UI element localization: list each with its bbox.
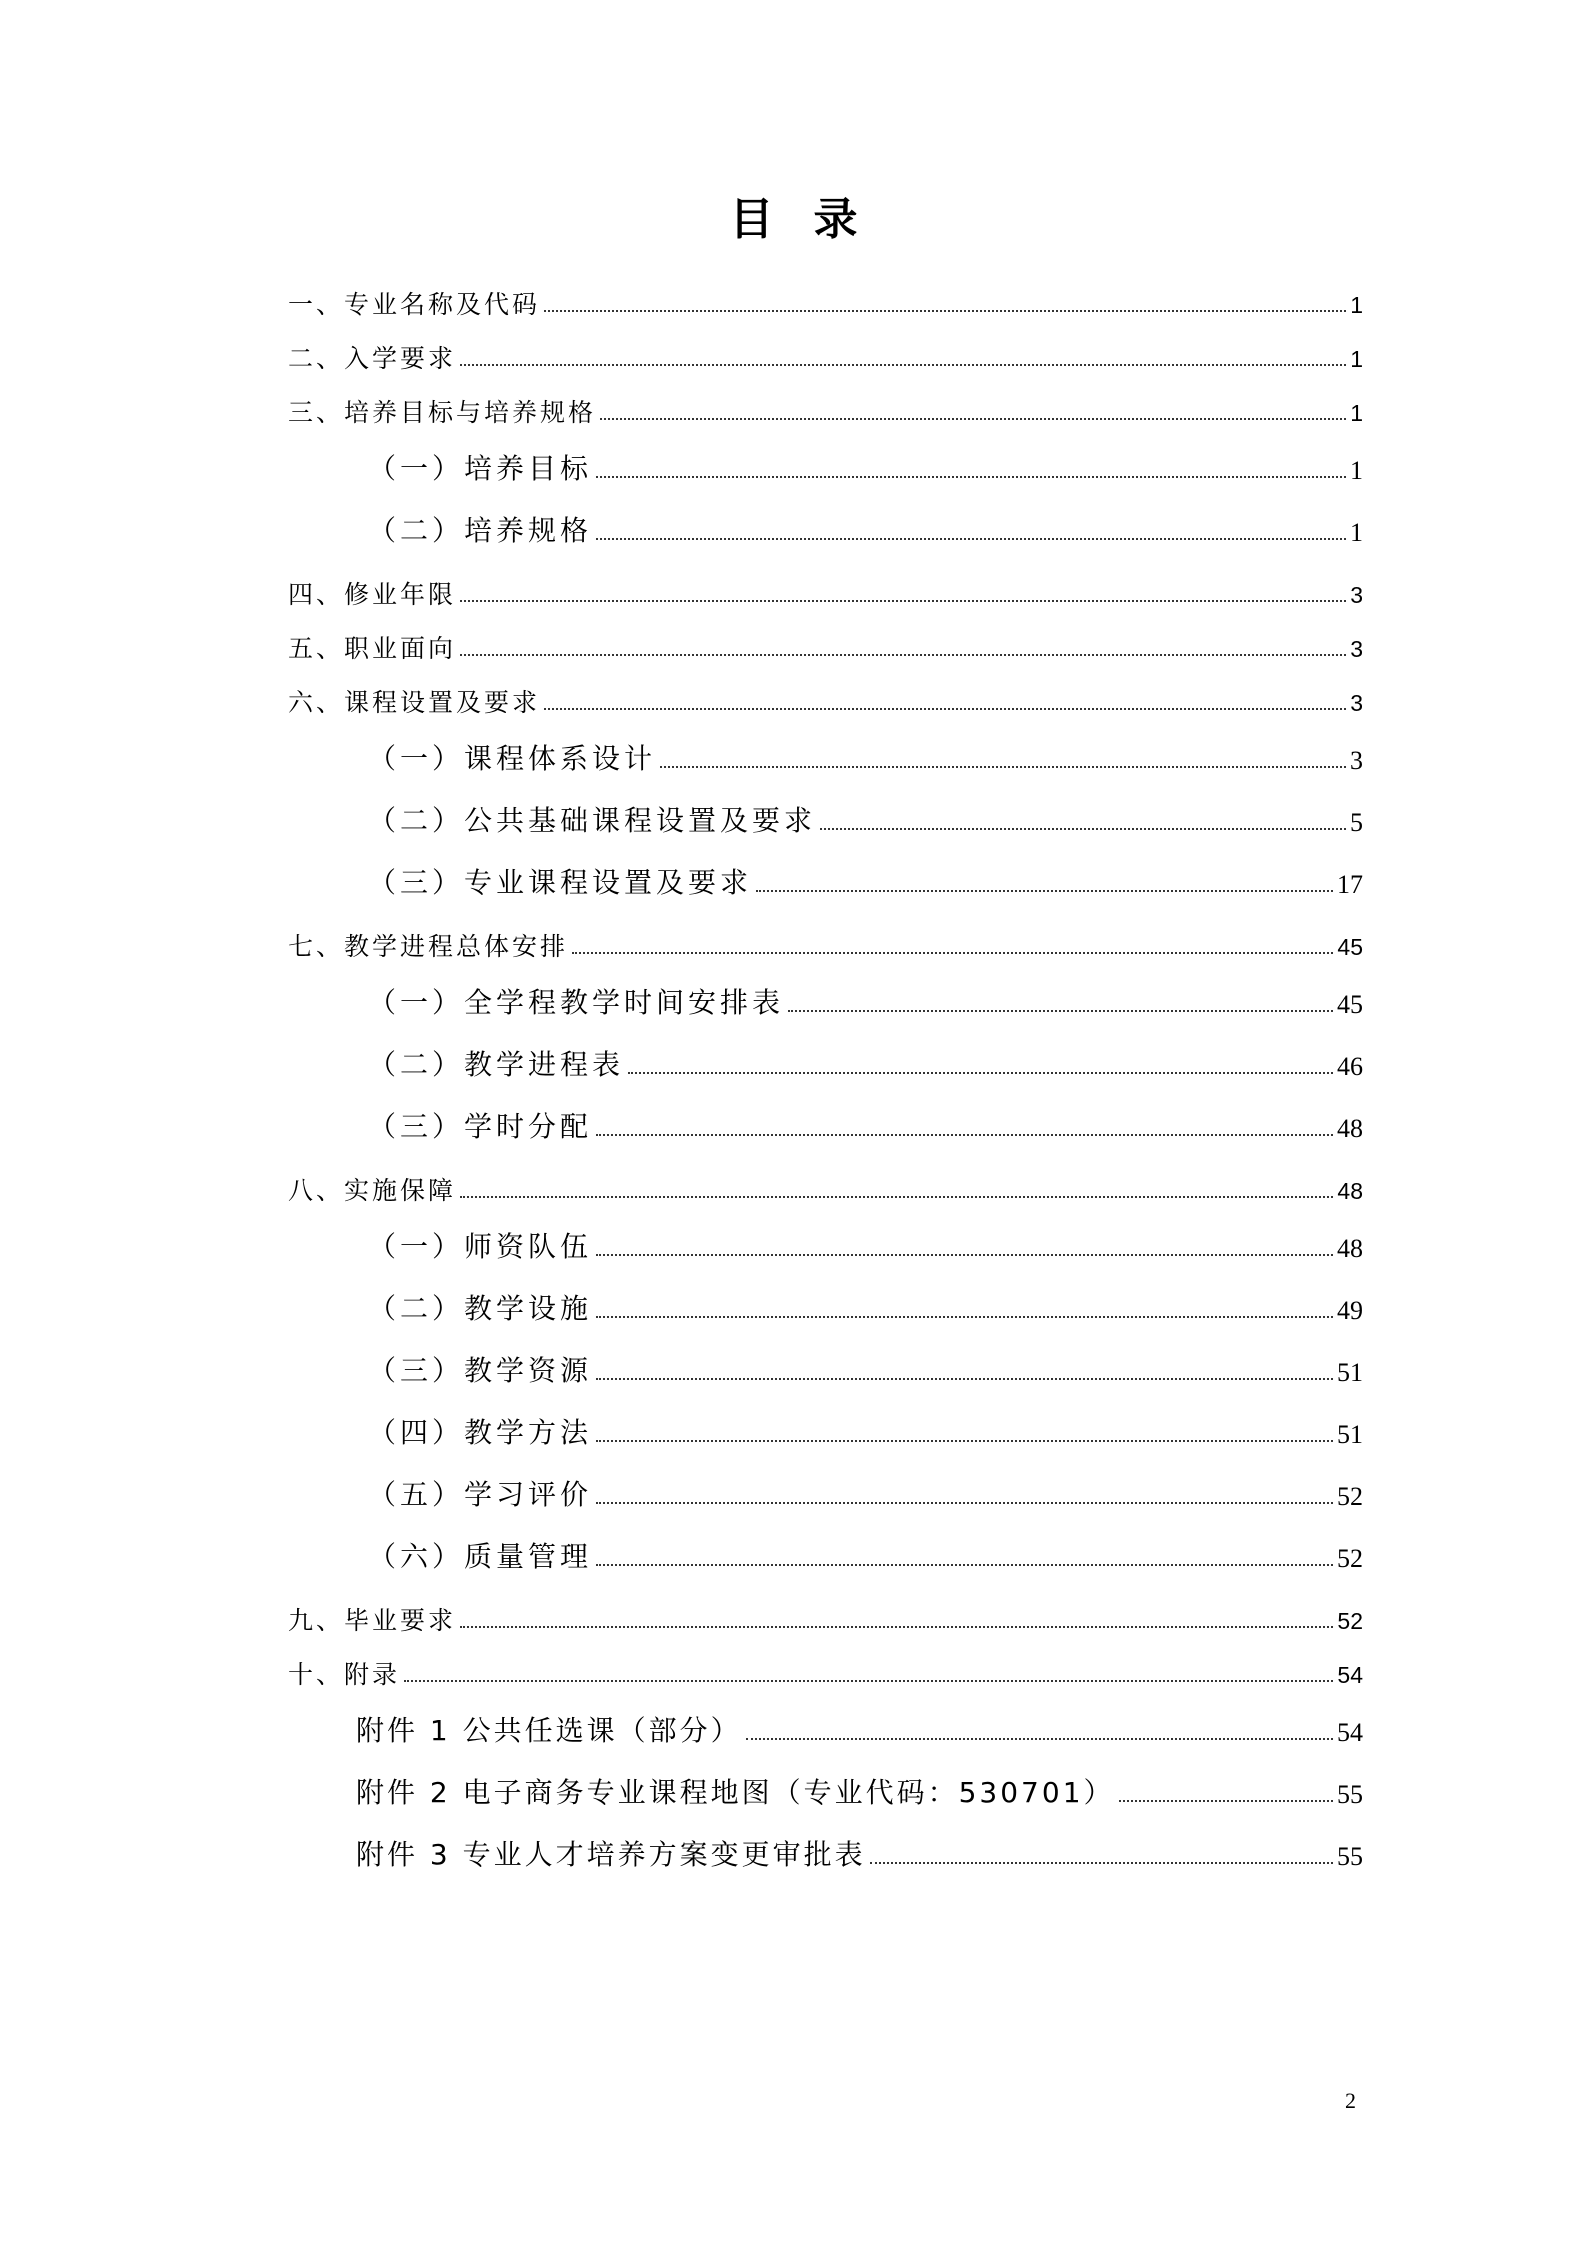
toc-dot-leader [596, 1502, 1333, 1504]
toc-entry[interactable] [288, 624, 1363, 664]
toc-dot-leader [628, 1072, 1333, 1074]
toc-entry-label: 五、职业面向 [288, 634, 457, 663]
toc-entry-label: （三）学时分配 [368, 1110, 593, 1144]
toc-entry-label: 七、教学进程总体安排 [288, 932, 569, 961]
toc-entry[interactable] [288, 1704, 1363, 1748]
toc-entry-page: 1 [1350, 346, 1363, 373]
toc-dot-leader [596, 1440, 1333, 1442]
toc-entry-page: 3 [1350, 745, 1363, 775]
toc-entry-label: （二）教学进程表 [368, 1048, 625, 1082]
toc-entry[interactable] [288, 856, 1363, 900]
toc-entry[interactable] [288, 1100, 1363, 1144]
toc-entry[interactable] [288, 442, 1363, 486]
toc-entry[interactable] [288, 280, 1363, 320]
toc-entry-page: 52 [1337, 1608, 1363, 1635]
toc-entry-label: （一）师资队伍 [368, 1230, 593, 1264]
toc-dot-leader [600, 418, 1346, 420]
toc-dot-leader [572, 952, 1333, 954]
toc-entry-label: 附件 2 电子商务专业课程地图（专业代码：530701） [356, 1776, 1115, 1810]
toc-entry-label: （二）教学设施 [368, 1292, 593, 1326]
toc-entry-page: 55 [1337, 1779, 1363, 1809]
toc-dot-leader [756, 890, 1333, 892]
toc-entry-page: 54 [1337, 1717, 1363, 1747]
toc-entry-page: 51 [1337, 1357, 1363, 1387]
toc-entry-label: （一）培养目标 [368, 452, 593, 486]
toc-entry[interactable] [288, 1220, 1363, 1264]
toc-dot-leader [596, 476, 1346, 478]
toc-dot-leader [1119, 1800, 1333, 1802]
toc-dot-leader [820, 828, 1346, 830]
toc-entry[interactable] [288, 1530, 1363, 1574]
toc-entry-page: 51 [1337, 1419, 1363, 1449]
toc-entry-page: 3 [1350, 636, 1363, 663]
toc-entry-label: 附件 1 公共任选课（部分） [356, 1714, 742, 1748]
toc-entry-label: （一）全学程教学时间安排表 [368, 986, 785, 1020]
toc-entry[interactable] [288, 922, 1363, 962]
toc-entry-label: （一）课程体系设计 [368, 742, 657, 776]
toc-dot-leader [404, 1680, 1333, 1682]
toc-entry-label: 一、专业名称及代码 [288, 290, 541, 319]
toc-entry[interactable] [288, 1038, 1363, 1082]
toc-entry-page: 52 [1337, 1543, 1363, 1573]
toc-entry-label: （五）学习评价 [368, 1478, 593, 1512]
toc-entry[interactable] [288, 1468, 1363, 1512]
toc-title: 目录 [729, 194, 898, 245]
toc-entry[interactable] [288, 1828, 1363, 1872]
toc-entry[interactable] [288, 1406, 1363, 1450]
toc-dot-leader [596, 538, 1346, 540]
toc-entry-page: 52 [1337, 1481, 1363, 1511]
toc-entry-page: 48 [1337, 1178, 1363, 1205]
toc-entry[interactable] [288, 1166, 1363, 1206]
toc-entry-page: 55 [1337, 1841, 1363, 1871]
toc-entry[interactable] [288, 504, 1363, 548]
toc-entry-page: 3 [1350, 582, 1363, 609]
toc-entry-page: 49 [1337, 1295, 1363, 1325]
toc-dot-leader [788, 1010, 1333, 1012]
toc-entry-page: 46 [1337, 1051, 1363, 1081]
toc-entry-label: 六、课程设置及要求 [288, 688, 541, 717]
toc-entry-page: 54 [1337, 1662, 1363, 1689]
toc-entry-page: 45 [1337, 934, 1363, 961]
toc-entry[interactable] [288, 732, 1363, 776]
toc-entry-label: 四、修业年限 [288, 580, 457, 609]
toc-entry[interactable] [288, 1766, 1363, 1810]
toc-entry[interactable] [288, 976, 1363, 1020]
toc-dot-leader [746, 1738, 1333, 1740]
toc-entry[interactable] [288, 388, 1363, 428]
toc-entry[interactable] [288, 570, 1363, 610]
toc-entry-page: 17 [1337, 869, 1363, 899]
toc-dot-leader [596, 1316, 1333, 1318]
toc-entry[interactable] [288, 1596, 1363, 1636]
toc-entry-page: 45 [1337, 989, 1363, 1019]
toc-entry-page: 1 [1350, 292, 1363, 319]
toc-entry-label: 八、实施保障 [288, 1176, 457, 1205]
toc-entry[interactable] [288, 1650, 1363, 1690]
toc-dot-leader [544, 708, 1346, 710]
toc-dot-leader [460, 654, 1346, 656]
toc-entry-page: 1 [1350, 400, 1363, 427]
toc-dot-leader [596, 1134, 1333, 1136]
toc-dot-leader [460, 364, 1346, 366]
toc-entry-label: 九、毕业要求 [288, 1606, 457, 1635]
toc-entry-label: （三）教学资源 [368, 1354, 593, 1388]
toc-dot-leader [460, 1196, 1333, 1198]
toc-entry-page: 3 [1350, 690, 1363, 717]
toc-entry-page: 1 [1350, 517, 1363, 547]
toc-entry[interactable] [288, 678, 1363, 718]
toc-entry[interactable] [288, 794, 1363, 838]
toc-entry-label: （六）质量管理 [368, 1540, 593, 1574]
toc-entry[interactable] [288, 1344, 1363, 1388]
toc-entry[interactable] [288, 334, 1363, 374]
toc-dot-leader [596, 1564, 1333, 1566]
toc-entry[interactable] [288, 1282, 1363, 1326]
toc-dot-leader [460, 1626, 1333, 1628]
toc-entry-label: 三、培养目标与培养规格 [288, 398, 597, 427]
toc-dot-leader [460, 600, 1346, 602]
toc-dot-leader [596, 1254, 1333, 1256]
toc-entry-label: （二）培养规格 [368, 514, 593, 548]
toc-dot-leader [660, 766, 1346, 768]
toc-entry-page: 48 [1337, 1113, 1363, 1143]
toc-entry-label: 附件 3 专业人才培养方案变更审批表 [356, 1838, 866, 1872]
toc-entry-page: 1 [1350, 455, 1363, 485]
toc-dot-leader [596, 1378, 1333, 1380]
toc-entry-page: 5 [1350, 807, 1363, 837]
toc-dot-leader [870, 1862, 1333, 1864]
toc-entry-label: （四）教学方法 [368, 1416, 593, 1450]
toc-dot-leader [544, 310, 1346, 312]
page-number: 2 [1345, 2088, 1356, 2113]
toc-entry-page: 48 [1337, 1233, 1363, 1263]
toc-entry-label: （三）专业课程设置及要求 [368, 866, 753, 900]
toc-entry-label: 二、入学要求 [288, 344, 457, 373]
toc-entry-label: 十、附录 [288, 1660, 401, 1689]
toc-entry-label: （二）公共基础课程设置及要求 [368, 804, 817, 838]
